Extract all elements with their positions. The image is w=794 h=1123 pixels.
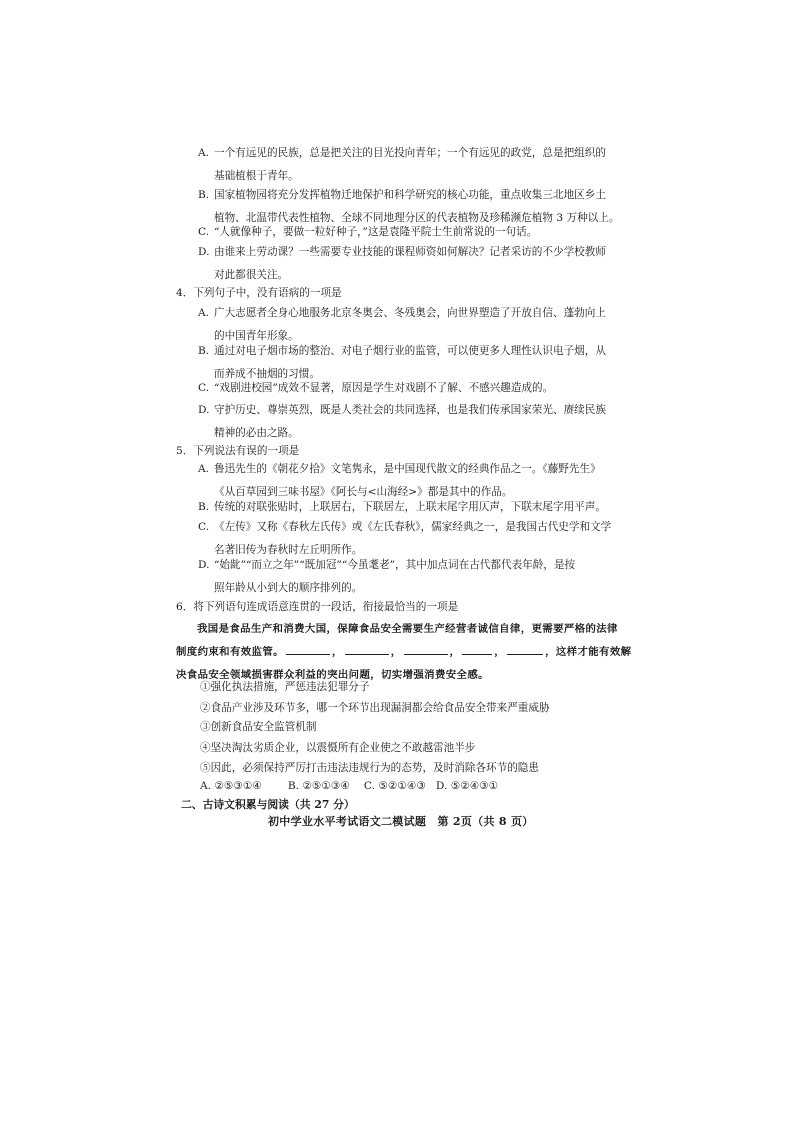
q4-option-d: D. 守护历史、尊崇英烈，既是人类社会的共同选择，也是我们传承国家荣光、赓续民族 精神的必由之路。 [198,404,606,439]
q5-option-b: B. 传统的对联张贴时，上联居右，下联居左，上联末尾字用仄声，下联末尾字用平声。 [198,501,606,513]
q4-option-b: B. 通过对电子烟市场的整治、对电子烟行业的监管，可以使更多人理性认识电子烟，从 而养成不抽烟的习惯。 [198,345,606,380]
q3-option-c: C. “人就像种子，要做一粒好种子，”这是袁隆平院士生前常说的一句话。 [198,226,538,238]
q5-option-a: A. 鲁迅先生的《朝花夕拾》文笔隽永，是中国现代散文的经典作品之一。《藤野先生》 《从百草园到三味书屋》《阿长与<山海经>》都是其中的作品。 [198,463,601,498]
q6-item: ②食品产业涉及环节多，哪一个环节出现漏洞都会给食品安全带来严重威胁 [200,702,550,714]
q3-option-d: D. 由谁来上劳动课？一些需要专业技能的课程师资如何解决？记者采访的不少学校教师 对此都很关注。 [198,246,606,281]
q4-stem: 4．下列句子中，没有语病的一项是 [176,287,342,299]
q6-item: ③创新食品安全监管机制 [200,721,317,733]
page-footer: 初中学业水平考试语文二模试题 第 2页（共 8 页） [268,815,534,828]
q4-option-c: C. “戏剧进校园”成效不显著，原因是学生对戏剧不了解、不感兴趣造成的。 [198,382,554,394]
answer-blank [286,644,330,655]
q4-option-a: A. 广大志愿者全身心地服务北京冬奥会、冬残奥会，向世界塑造了开放自信、蓬勃向上 的中国青年形象。 [198,307,606,342]
q6-item: ⑤因此，必须保持严厉打击违法违规行为的态势，及时消除各环节的隐患 [200,762,539,774]
answer-blank [345,644,389,655]
q5-option-c: C. 《左传》又称《春秋左氏传》或《左氏春秋》，儒家经典之一，是我国古代史学和文学 名著旧传为春秋时左丘明所作。 [198,521,612,556]
q3-option-a: A. 一个有远见的民族，总是把关注的目光投向青年；一个有远见的政党，总是把组织的 基础植根于青年。 [198,147,606,182]
answer-blank [507,644,543,655]
q6-item: ④坚决淘汰劣质企业，以震慑所有企业使之不敢越雷池半步 [200,742,476,754]
q5-stem: 5．下列说法有误的一项是 [176,445,300,457]
q3-option-b: B. 国家植物园将充分发挥植物迁地保护和科学研究的核心功能，重点收集三北地区乡土 植物、北温带代表性植物、全球不同地理分区的代表植物及珍稀濒危植物 3 万种以上。 [198,189,620,224]
answer-blank [404,644,448,655]
q6-choices: A. ②⑤③①④ B. ②⑤①③④ C. ⑤②①④③ D. ⑤②④③① [200,780,499,792]
q5-option-d: D. “始龀”“而立之年”“既加冠”“今虽耄老”，其中加点词在古代都代表年龄，是按 照年龄从小到大的顺序排列的。 [198,559,576,594]
answer-blank [462,644,492,655]
section-heading: 二、古诗文积累与阅读（共 27 分） [181,798,355,811]
q6-stem: 6．将下列语句连成语意连贯的一段话，衔接最恰当的一项是 [176,601,459,613]
q6-passage: 我国是食品生产和消费大国，保障食品安全需要生产经营者诚信自律，更需要严格的法律 制度约束和有效监管。 ， ， ， ， ，这样才能有效解 决食品安全领域损害群众利益的突出问题，切实增强消费安全感。 [176,623,632,681]
q6-item: ①强化执法措施，严惩违法犯罪分子 [200,681,370,693]
